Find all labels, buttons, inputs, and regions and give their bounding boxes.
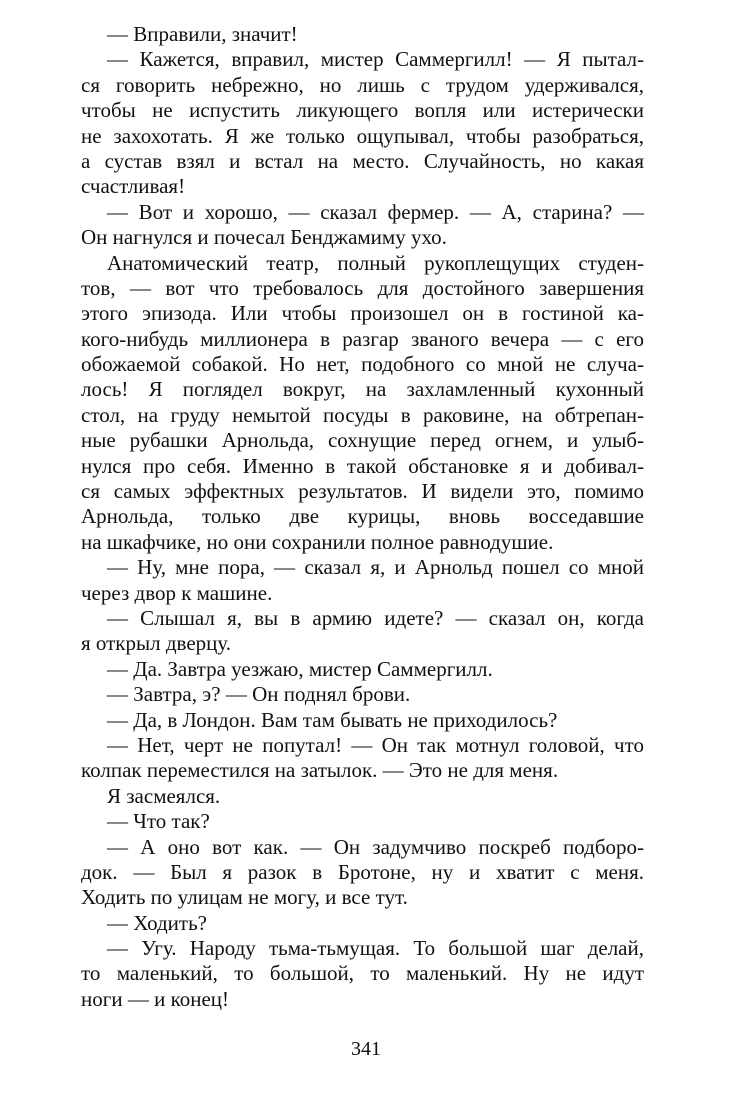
text-line: — Нет, черт не попутал! — Он так мотнул головой, что xyxy=(107,732,644,757)
text-line: Ходить по улицам не могу, и все тут. xyxy=(81,885,408,910)
text-line: нулся про себя. Именно в такой обстановке я и добивал- xyxy=(81,453,644,478)
text-line: на шкафчике, но они сохранили полное равнодушие. xyxy=(81,529,554,554)
text-line: счастливая! xyxy=(81,174,186,199)
text-line: док. — Был я разок в Бротоне, ну и хватит с меня. xyxy=(81,859,644,884)
text-line: этого эпизода. Или чтобы произошел он в гостиной ка- xyxy=(81,301,644,326)
text-line: через двор к машине. xyxy=(81,580,273,605)
text-line: — Ну, мне пора, — сказал я, и Арнольд пошел со мной xyxy=(107,555,644,580)
text-line: а сустав взял и встал на место. Случайность, но какая xyxy=(81,148,644,173)
text-line: Я засмеялся. xyxy=(107,783,221,808)
text-line: ноги — и конец! xyxy=(81,986,230,1011)
text-line: — Завтра, э? — Он поднял брови. xyxy=(107,682,411,707)
text-line: ся самых эффектных результатов. И видели это, помимо xyxy=(81,479,644,504)
text-line: я открыл дверцу. xyxy=(81,631,232,656)
text-line: стол, на груду немытой посуды в раковине, на обтрепан- xyxy=(81,402,644,427)
text-line: — Вот и хорошо, — сказал фермер. — А, старина? — xyxy=(107,199,644,224)
text-line: не захохотать. Я же только ощупывал, чтобы разобраться, xyxy=(81,123,644,148)
text-line: — Да. Завтра уезжаю, мистер Саммергилл. xyxy=(107,656,493,681)
text-line: Анатомический театр, полный рукоплещущих студен- xyxy=(107,250,644,275)
text-line: — Что так? xyxy=(107,809,210,834)
text-line: ные рубашки Арнольда, сохнущие перед огнем, и улыб- xyxy=(81,428,644,453)
text-line: — Ходить? xyxy=(107,910,207,935)
text-line: кого-нибудь миллионера в разгар званого вечера — с его xyxy=(81,326,644,351)
page-number: 341 xyxy=(351,1038,381,1060)
text-line: Арнольда, только две курицы, вновь восседавшие xyxy=(81,504,644,529)
text-line: обожаемой собакой. Но нет, подобного со мной не случа- xyxy=(81,352,644,377)
text-line: чтобы не испустить ликующего вопля или истерически xyxy=(81,98,644,123)
text-line: — Да, в Лондон. Вам там бывать не приходилось? xyxy=(107,707,558,732)
page-text xyxy=(81,22,644,1012)
text-line: — Кажется, вправил, мистер Саммергилл! — Я пытал- xyxy=(107,47,644,72)
text-line: — Слышал я, вы в армию идете? — сказал он, когда xyxy=(107,605,644,630)
text-line: колпак переместился на затылок. — Это не для меня. xyxy=(81,758,559,783)
text-line: лось! Я поглядел вокруг, на захламленный кухонный xyxy=(81,377,644,402)
text-line: ся говорить небрежно, но лишь с трудом удерживался, xyxy=(81,72,644,97)
text-line: — Вправили, значит! xyxy=(107,22,298,46)
text-line: то маленький, то большой, то маленький. Ну не идут xyxy=(81,961,644,986)
text-line: тов, — вот что требовалось для достойного завершения xyxy=(81,275,644,300)
text-line: Он нагнулся и почесал Бенджамиму ухо. xyxy=(81,225,447,250)
text-line: — А оно вот как. — Он задумчиво поскреб подборо- xyxy=(107,834,644,859)
text-line: — Угу. Народу тьма-тьмущая. То большой шаг делай, xyxy=(107,936,644,961)
